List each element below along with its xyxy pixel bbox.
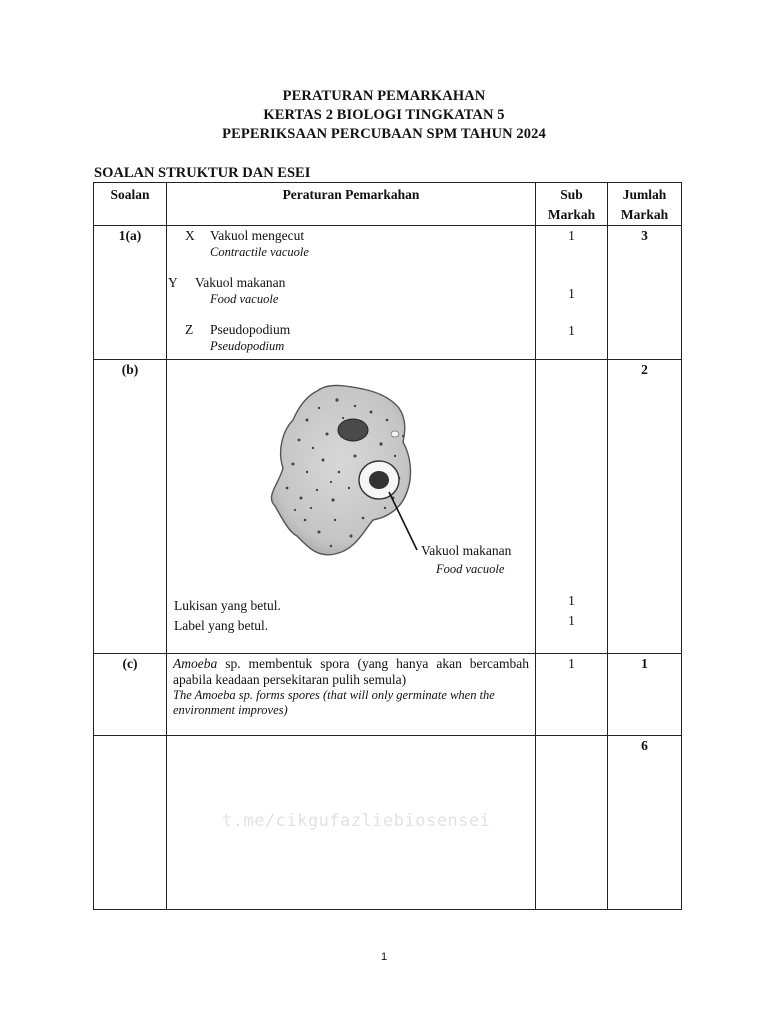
header-jumlah-markah: Jumlah Markah: [608, 183, 682, 226]
question-number: (c): [94, 654, 167, 736]
header-soalan: Soalan: [94, 183, 167, 226]
sub-mark-cell: [536, 226, 608, 360]
drawing-label-ms: Vakuol makanan: [421, 543, 512, 558]
answer-letter-y: Y: [168, 275, 178, 290]
title-line-2: KERTAS 2 BIOLOGI TINGKATAN 5: [263, 107, 505, 123]
grand-total-cell: [608, 736, 682, 910]
sub-mark: 1: [568, 323, 575, 338]
question-number: 1(a): [94, 226, 167, 360]
header-sub-markah: Sub Markah: [536, 183, 608, 226]
section-heading: SOALAN STRUKTUR DAN ESEI: [94, 165, 311, 181]
marking-scheme-table: [93, 182, 682, 910]
table-row-q1a: [94, 226, 682, 360]
total-mark: 2: [641, 362, 648, 377]
answer-text-ms: Pseudopodium: [210, 322, 291, 337]
total-mark-cell: [608, 654, 682, 736]
total-mark-cell: [608, 360, 682, 654]
title-line-3: PEPERIKSAAN PERCUBAAN SPM TAHUN 2024: [222, 126, 546, 142]
sub-mark: 1: [568, 593, 575, 608]
sub-mark: 1: [568, 228, 575, 243]
title-line-1: PERATURAN PEMARKAHAN: [282, 88, 486, 104]
answer-text-ms: Amoeba sp. membentuk spora (yang hanya akan bercambah apabila keadaan persekitaran pulih semula): [173, 656, 529, 687]
answer-cell: [167, 360, 536, 654]
answer-letter-z: Z: [185, 322, 194, 337]
header-peraturan: Peraturan Pemarkahan: [167, 183, 536, 226]
watermark: t.me/cikgufazliebiosensei: [222, 811, 491, 831]
answer-text-ms: Vakuol mengecut: [210, 228, 305, 243]
criterion-drawing: Lukisan yang betul.: [174, 598, 281, 613]
answer-text-en: Food vacuole: [210, 292, 279, 306]
table-row-q1b: [94, 360, 682, 654]
drawing-label-en: Food vacuole: [436, 562, 505, 576]
sub-mark: 1: [568, 656, 575, 671]
sub-mark-cell: [536, 360, 608, 654]
answer-letter-x: X: [185, 228, 195, 243]
answer-cell: [167, 654, 536, 736]
food-vacuole-content: [369, 471, 389, 489]
sub-mark: 1: [568, 286, 575, 301]
nucleus: [338, 419, 368, 441]
criterion-label: Label yang betul.: [174, 618, 269, 633]
table-row-q1c: [94, 654, 682, 736]
empty-cell: [536, 736, 608, 910]
total-mark: 3: [641, 228, 648, 243]
table-header-row: [94, 183, 682, 226]
page-number: 1: [380, 951, 388, 963]
answer-text-en: Pseudopodium: [210, 339, 285, 353]
answer-text-ms: Vakuol makanan: [195, 275, 286, 290]
contractile-vacuole: [391, 431, 399, 437]
answer-text-en: The Amoeba sp. forms spores (that will only germinate when the environment improves): [173, 688, 495, 717]
total-mark: 1: [641, 656, 648, 671]
answer-cell: [167, 226, 536, 360]
empty-cell: [94, 736, 167, 910]
question-number: (b): [94, 360, 167, 654]
sub-mark: 1: [568, 613, 575, 628]
total-mark-cell: [608, 226, 682, 360]
document-title: [0, 87, 768, 144]
grand-total: 6: [641, 738, 648, 753]
sub-mark-cell: [536, 654, 608, 736]
answer-text-en: Contractile vacuole: [210, 245, 309, 259]
